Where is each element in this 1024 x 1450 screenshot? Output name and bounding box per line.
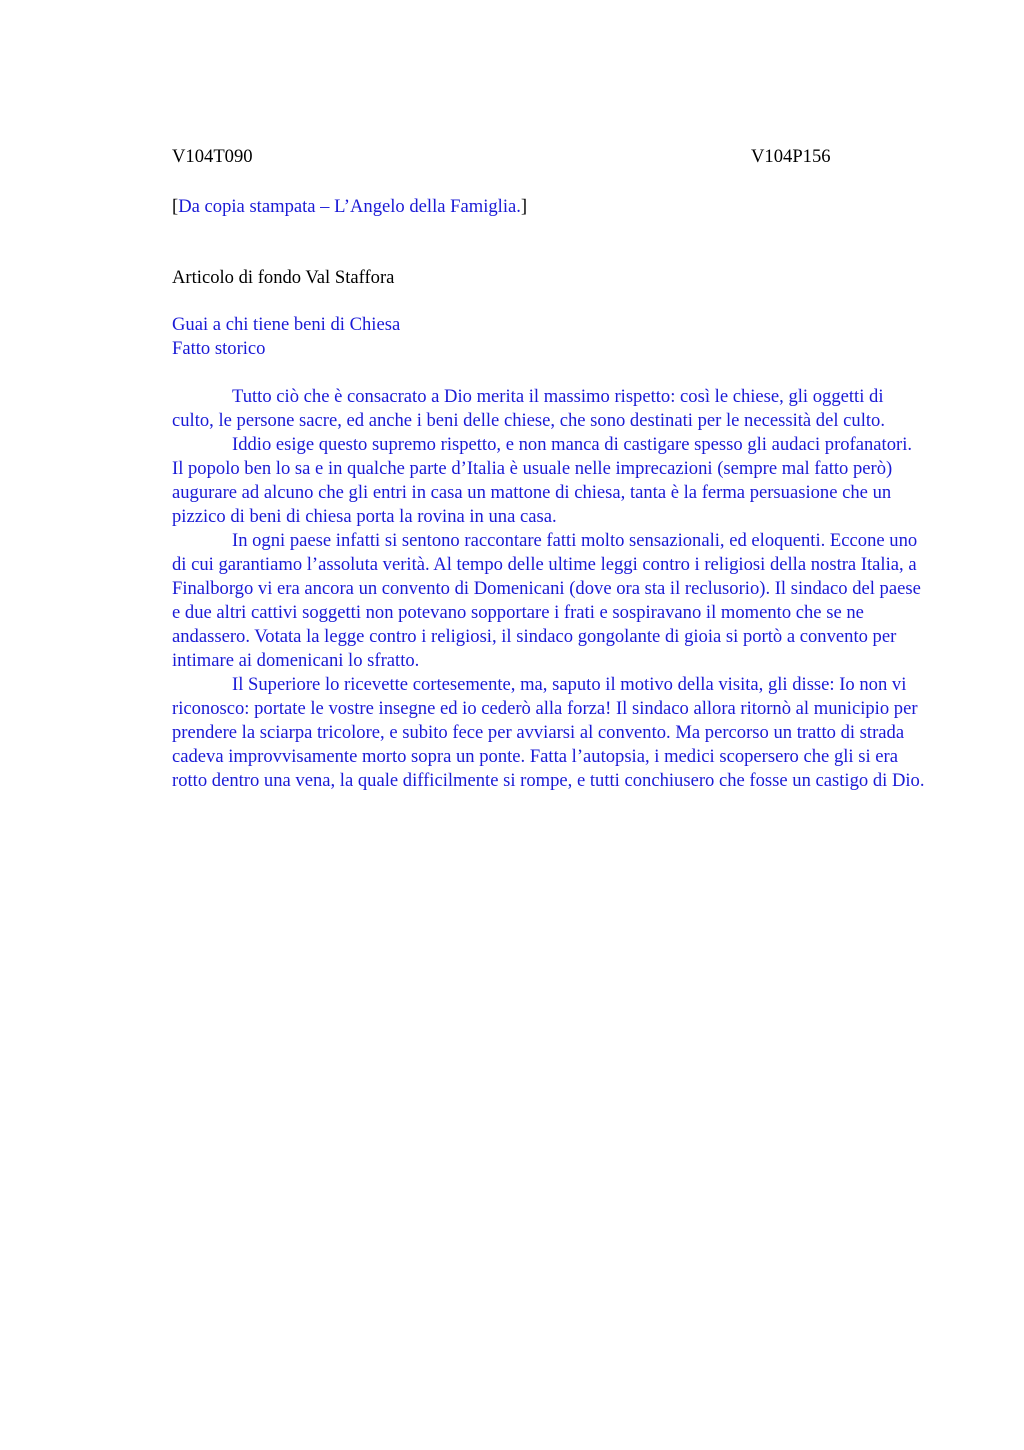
section-title: Articolo di fondo Val Staffora <box>172 267 395 288</box>
document-code-left: V104T090 <box>172 146 253 167</box>
source-note <box>172 195 527 219</box>
article-paragraph: Iddio esige questo supremo rispetto, e non manca di castigare spesso gli audaci profanatori. Il popolo ben lo sa e in qualche parte d’Italia è usuale nelle imprecazioni (sempre mal fatto però) augurare ad alcuno che gli entri in casa un mattone di chiesa, tanta è la ferma persuasione che un pizzico di beni di chiesa porta la rovina in una casa. <box>172 434 913 527</box>
article-paragraph: In ogni paese infatti si sentono raccontare fatti molto sensazionali, ed eloquenti. Eccone uno di cui garantiamo l’assoluta verità. Al tempo delle ultime leggi contro i religiosi della nostra Italia, a Finalborgo vi era ancora un convento di Domenicani (dove ora sta il reclusorio). Il sindaco del paese e due altri cattivi soggetti non potevano sopportare i frati e sospiravano il momento che se ne andassero. Votata la legge contro i religiosi, il sindaco gongolante di gioia si portò a convento per intimare ai domenicani lo sfratto. <box>172 530 921 671</box>
article-subtitle: Fatto storico <box>172 338 266 359</box>
document-page <box>172 145 928 791</box>
source-text: Da copia stampata – L’Angelo della Famiglia. <box>178 196 521 217</box>
source-close-bracket: ] <box>520 196 528 217</box>
article-body <box>172 385 928 793</box>
article-paragraph: Il Superiore lo ricevette cortesemente, ma, saputo il motivo della visita, gli disse: Io non vi riconosco: portate le vostre insegne ed io cederò alla forza! Il sindaco allora ritornò al municipio per prendere la sciarpa tricolore, e subito fece per avviarsi al convento. Ma percorso un tratto di strada cadeva improvvisamente morto sopra un ponte. Fatta l’autopsia, i medici scopersero che gli si era rotto dentro una vena, la quale difficilmente si rompe, e tutti conchiusero che fosse un castigo di Dio. <box>172 674 925 791</box>
document-header <box>172 145 928 169</box>
article-title: Guai a chi tiene beni di Chiesa <box>172 314 401 335</box>
document-code-right: V104P156 <box>751 146 831 167</box>
source-open-bracket: [ <box>172 196 179 217</box>
article-paragraph: Tutto ciò che è consacrato a Dio merita il massimo rispetto: così le chiese, gli oggetti di culto, le persone sacre, ed anche i beni delle chiese, che sono destinati per le necessità del culto. <box>172 386 885 431</box>
